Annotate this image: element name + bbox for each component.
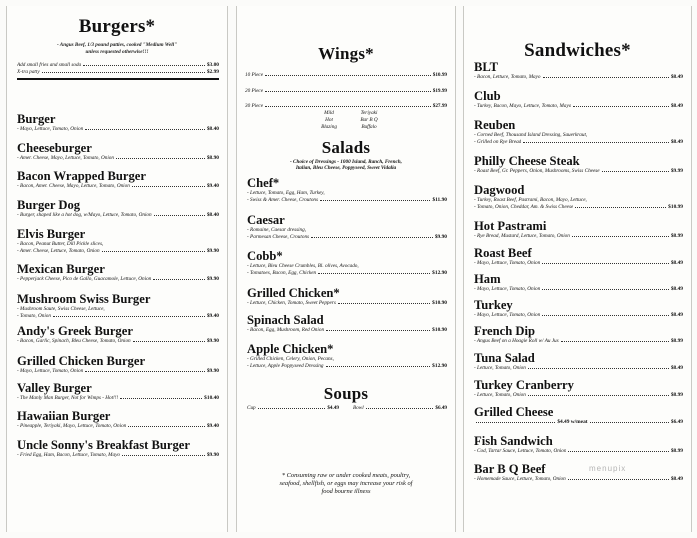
item-price: $8.40: [206, 212, 219, 218]
item-line: [17, 452, 219, 459]
item-description: - Bacon, Garlic, Spinach, Bleu Cheese, Tomato, Onion: [17, 338, 131, 344]
item-price: $11.90: [432, 196, 447, 203]
item-price: $8.49: [670, 103, 683, 109]
menu-item: [247, 286, 447, 307]
sandwiches-panel: [463, 6, 692, 532]
item-description: - Fried Egg, Ham, Bacon, Lettuce, Tomato, Mayo: [17, 452, 120, 458]
extra-row: [17, 69, 219, 76]
item-price: $8.49: [670, 74, 683, 80]
disclaimer-line: * Consuming raw or under cooked meats, poultry,: [281, 472, 411, 479]
item-description: - Mayo, Lettuce, Tomato, Onion: [474, 260, 541, 266]
menu-item: [17, 438, 219, 459]
extra-label: X-tra patty: [17, 68, 40, 75]
item-price: $9.90: [434, 233, 447, 240]
menu-item: [17, 381, 219, 402]
soup-bowl-label: Bowl: [353, 405, 364, 411]
extra-price: $3.00: [206, 62, 219, 68]
item-line: [17, 241, 219, 248]
item-name: Mushroom Swiss Burger: [17, 292, 151, 306]
item-line: [474, 419, 683, 426]
section-divider: [17, 78, 219, 80]
disclaimer-line: food bourne illness: [321, 488, 371, 495]
burgers-intro: [7, 42, 227, 55]
item-line: [247, 270, 447, 277]
burgers-intro-line: - Angus Beef, 1/3 pound patties, cooked "Medium Well": [56, 42, 178, 48]
item-name: Grilled Cheese: [474, 405, 554, 419]
item-line: [474, 392, 683, 399]
soup-cup-price: $4.49: [327, 405, 339, 411]
item-name: French Dip: [474, 324, 535, 338]
item-description: - Cod, Tartar Sauce, Lettuce, Tomato, Onion: [474, 448, 567, 454]
item-price: $8.99: [670, 338, 683, 344]
item-name: Mexican Burger: [17, 262, 105, 276]
item-line: [474, 204, 683, 211]
item-price: $6.49: [670, 419, 684, 425]
menu-item: [247, 213, 447, 240]
item-line: [17, 276, 219, 283]
burgers-title: Burgers*: [78, 16, 156, 37]
item-description: - Mushroom Saute, Swiss Cheese, Lettuce,: [17, 306, 105, 312]
item-line: [474, 312, 683, 319]
menu-item: [474, 154, 683, 175]
item-name: Turkey Cranberry: [474, 378, 574, 392]
item-description: - Lettuce, Apple Poppyseed Dressing: [247, 362, 324, 369]
item-name: Chef*: [247, 176, 280, 190]
wing-size-label: 10 Piece: [245, 72, 264, 78]
item-description: - Mayo, Lettuce, Tomato, Onion: [474, 312, 541, 318]
item-price: $9.90: [206, 338, 219, 344]
item-name: BLT: [474, 60, 499, 74]
item-description: - Amer. Cheese, Lettuce, Tomato, Onion: [17, 247, 100, 254]
item-price: $9.90: [206, 452, 219, 458]
item-price: $9.40: [206, 312, 219, 319]
item-line: [17, 368, 219, 375]
menu-item: [474, 462, 683, 483]
menu-item: [474, 246, 683, 267]
item-description: - Corned Beef, Thousand Island Dressing, Sauerkraut,: [474, 132, 588, 138]
item-line: [17, 155, 219, 162]
salads-intro-line: Italian, Bleu Cheese, Poppyseed, Sweet Vidalia: [295, 165, 397, 172]
item-description: - Bacon, Peanut Butter, Dill Pickle slices,: [17, 241, 104, 247]
wing-size-price: $10.99: [432, 72, 447, 78]
item-description: - Mayo, Lettuce, Tomato, Onion: [17, 126, 84, 132]
item-description: - Homemade Sauce, Lettuce, Tomato, Onion: [474, 476, 566, 482]
item-name: Roast Beef: [474, 246, 532, 260]
item-line: [17, 313, 219, 320]
item-description: - Lettuce, Tomato, Onion: [474, 392, 526, 398]
item-price: $4.49 w/meat: [557, 419, 588, 425]
item-line: [247, 300, 447, 307]
wing-flavor: Blazing: [321, 123, 337, 130]
item-name: Reuben: [474, 118, 516, 132]
item-price: $9.40: [206, 423, 219, 429]
sandwiches-title: Sandwiches*: [524, 40, 631, 61]
item-line: [17, 306, 219, 313]
menu-item: [247, 176, 447, 203]
item-price: $8.99: [670, 392, 683, 398]
item-line: [17, 395, 219, 402]
salads-intro-line: - Choice of Dressings - 1000 Island, Ranch, French,: [290, 159, 402, 165]
item-description: - Pepperjack Cheese, Pico de Gallo, Guacamole, Lettuce, Onion: [17, 276, 152, 282]
menu-item: [474, 272, 683, 293]
extra-row: [17, 62, 219, 69]
item-description: - Tomato, Onion: [17, 312, 51, 319]
wing-size-label: 20 Piece: [245, 88, 264, 94]
soup-bowl-price: $6.49: [435, 405, 448, 411]
item-name: Bacon Wrapped Burger: [17, 169, 146, 183]
item-line: [474, 139, 683, 146]
item-line: [474, 74, 683, 81]
menu-item: [17, 198, 219, 219]
item-name: Turkey: [474, 298, 513, 312]
item-name: Cobb*: [247, 249, 283, 263]
item-description: - Mayo, Lettuce, Tomato, Onion: [17, 368, 84, 374]
item-description: - Grilled on Rye Bread: [474, 138, 522, 145]
item-line: [17, 212, 219, 219]
salads-intro: [247, 159, 445, 172]
menu-item: [17, 409, 219, 430]
item-description: - Grilled Chicken, Celery, Onion, Pecans,: [247, 356, 334, 362]
item-price: $8.49: [670, 365, 683, 371]
item-description: - Rye Bread, Mustard, Lettuce, Tomato, Onion: [474, 233, 570, 239]
item-line: [474, 338, 683, 345]
item-name: Burger Dog: [17, 198, 81, 212]
wing-size-row: [245, 103, 447, 109]
disclaimer-line: seafood, shellfish, or eggs may increase your risk of: [279, 480, 413, 487]
menu-item: [474, 183, 683, 210]
item-description: - Swiss & Amer. Cheese, Croutons: [247, 196, 319, 203]
soup-cup-label: Cup: [247, 405, 256, 411]
item-description: - Lettuce, Tomato, Onion: [474, 365, 526, 371]
item-description: - Tomatoes, Bacon, Egg, Chicken: [247, 269, 317, 276]
wing-flavors: [309, 110, 389, 130]
item-line: [474, 132, 683, 139]
item-line: [17, 338, 219, 345]
item-price: $10.90: [432, 327, 447, 333]
wing-size-price: $27.99: [432, 103, 447, 109]
burgers-intro-line: unless requested otherwise!!!: [85, 48, 149, 55]
menu-item: [474, 324, 683, 345]
item-name: Hawaiian Burger: [17, 409, 111, 423]
item-line: [474, 233, 683, 240]
item-price: $8.90: [206, 155, 219, 161]
menu-item: [474, 60, 683, 81]
item-name: Andy's Greek Burger: [17, 324, 133, 338]
item-line: [17, 423, 219, 430]
soup-prices: [247, 405, 447, 411]
menu-item: [474, 118, 683, 145]
item-line: [247, 190, 447, 197]
item-line: [247, 363, 447, 370]
item-name: Uncle Sonny's Breakfast Burger: [17, 438, 190, 452]
menu-item: [247, 313, 447, 334]
item-line: [474, 197, 683, 204]
item-line: [474, 286, 683, 293]
item-price: $8.49: [670, 476, 683, 482]
item-price: $9.90: [206, 247, 219, 254]
item-price: $10.99: [668, 203, 683, 210]
menu-item: [17, 262, 219, 283]
item-description: - Turkey, Roast Beef, Pastrami, Bacon, Mayo, Lettuce,: [474, 197, 587, 203]
item-price: $12.90: [432, 269, 447, 276]
menu-item: [474, 219, 683, 240]
item-line: [247, 356, 447, 363]
wing-flavor: Buffalo: [361, 123, 377, 130]
soups-title: Soups: [323, 384, 369, 403]
item-price: $8.49: [670, 286, 683, 292]
item-price: $8.49: [670, 260, 683, 266]
menu-item: [474, 351, 683, 372]
salads-title: Salads: [321, 138, 371, 157]
menu-item: [17, 112, 219, 133]
item-price: $8.99: [670, 448, 683, 454]
item-name: Burger: [17, 112, 56, 126]
item-name: Fish Sandwich: [474, 434, 553, 448]
wing-size-row: [245, 72, 447, 78]
menu-item: [247, 342, 447, 369]
item-line: [474, 448, 683, 455]
item-description: - Tomato, Onion, Cheddar, Am. & Swiss Cheese: [474, 203, 574, 210]
item-description: - Bacon, Amer. Cheese, Mayo, Lettuce, Tomato, Onion: [17, 183, 130, 189]
item-description: - Pineapple, Teriyaki, Mayo, Lettuce, Tomato, Onion: [17, 423, 127, 429]
item-price: $9.90: [206, 368, 219, 374]
wing-flavor: Hot: [325, 116, 333, 123]
item-line: [247, 234, 447, 241]
extra-label: Add small fries and small soda: [17, 62, 82, 68]
wing-size-label: 30 Piece: [245, 103, 264, 109]
item-name: Club: [474, 89, 501, 103]
item-line: [474, 476, 683, 483]
item-name: Valley Burger: [17, 381, 92, 395]
item-name: Dagwood: [474, 183, 525, 197]
item-name: Hot Pastrami: [474, 219, 547, 233]
burgers-extras: [17, 62, 219, 75]
item-description: - The Manly Man Burger, Not for Wimps - Hot!!!: [17, 395, 119, 401]
item-line: [247, 197, 447, 204]
menu-item: [17, 227, 219, 254]
menu-item: [247, 249, 447, 276]
watermark: menupix: [589, 464, 627, 473]
item-description: - Roast Beef, Gr. Peppers, Onion, Mushrooms, Swiss Cheese: [474, 168, 600, 174]
wing-size-row: [245, 88, 447, 94]
menu-item: [474, 378, 683, 399]
item-line: [474, 168, 683, 175]
item-price: $8.40: [206, 126, 219, 132]
menu-item: [474, 434, 683, 455]
item-name: Apple Chicken*: [247, 342, 334, 356]
item-line: [17, 183, 219, 190]
item-line: [474, 365, 683, 372]
item-name: Cheeseburger: [17, 141, 92, 155]
item-description: - Amer. Cheese, Mayo, Lettuce, Tomato, Onion: [17, 155, 114, 161]
menu-item: [17, 141, 219, 162]
item-price: $9.90: [206, 276, 219, 282]
item-line: [474, 103, 683, 110]
menu-item: [17, 292, 219, 319]
wing-size-price: $19.99: [432, 88, 447, 94]
item-line: [474, 260, 683, 267]
item-price: $8.49: [670, 312, 683, 318]
item-price: $8.49: [670, 138, 683, 145]
item-name: Grilled Chicken Burger: [17, 354, 146, 368]
item-price: $10.90: [432, 300, 447, 306]
health-disclaimer: [251, 472, 441, 496]
item-name: Caesar: [247, 213, 285, 227]
wings-title: Wings*: [318, 44, 374, 63]
menu-item: [17, 169, 219, 190]
item-name: Elvis Burger: [17, 227, 86, 241]
wings-salads-panel: [236, 6, 456, 532]
menu-item: [474, 298, 683, 319]
item-line: [247, 263, 447, 270]
item-description: - Parmesan Cheese, Croutons: [247, 233, 310, 240]
item-description: - Burger, shaped like a hot dog, w/Mayo, Lettuce, Tomato, Onion: [17, 212, 152, 218]
wing-flavor: Bar B Q: [360, 116, 378, 123]
item-description: - Lettuce, Tomato, Egg, Ham, Turkey,: [247, 190, 325, 196]
item-description: - Bacon, Lettuce, Tomato, Mayo: [474, 74, 541, 80]
item-name: Tuna Salad: [474, 351, 535, 365]
menu-item: [474, 89, 683, 110]
item-description: - Mayo, Lettuce, Tomato, Onion: [474, 286, 541, 292]
item-line: [247, 327, 447, 334]
item-price: $10.40: [204, 395, 219, 401]
item-name: Ham: [474, 272, 501, 286]
burgers-panel: [6, 6, 228, 532]
item-description: - Romaine, Caesar dressing,: [247, 227, 307, 233]
item-price: $12.90: [432, 362, 447, 369]
item-price: $9.40: [206, 183, 219, 189]
item-description: - Turkey, Bacon, Mayo, Lettuce, Tomato, Mayo: [474, 103, 572, 109]
menu-item: [17, 324, 219, 345]
menu-item: [474, 405, 683, 426]
item-price: $8.99: [670, 233, 683, 239]
item-line: [17, 248, 219, 255]
item-description: - Bacon, Egg, Mushroom, Red Onion: [247, 327, 325, 333]
wing-flavor: Teriyaki: [360, 110, 378, 116]
item-description: - Lettuce, Bleu Cheese Crumbles, Bl. olives, Avocado,: [247, 263, 359, 269]
item-description: - Angus Beef on a Hoagie Roll w/ Au Jus: [474, 338, 559, 344]
item-description: - Lettuce, Chicken, Tomato, Sweet Peppers: [247, 300, 336, 306]
item-line: [17, 126, 219, 133]
wing-flavor: Mild: [324, 110, 334, 116]
item-name: Bar B Q Beef: [474, 462, 546, 476]
item-name: Spinach Salad: [247, 313, 324, 327]
menu-item: [17, 354, 219, 375]
item-price: $9.99: [670, 168, 683, 174]
item-name: Philly Cheese Steak: [474, 154, 580, 168]
item-line: [247, 227, 447, 234]
item-name: Grilled Chicken*: [247, 286, 340, 300]
extra-price: $2.99: [206, 68, 219, 75]
